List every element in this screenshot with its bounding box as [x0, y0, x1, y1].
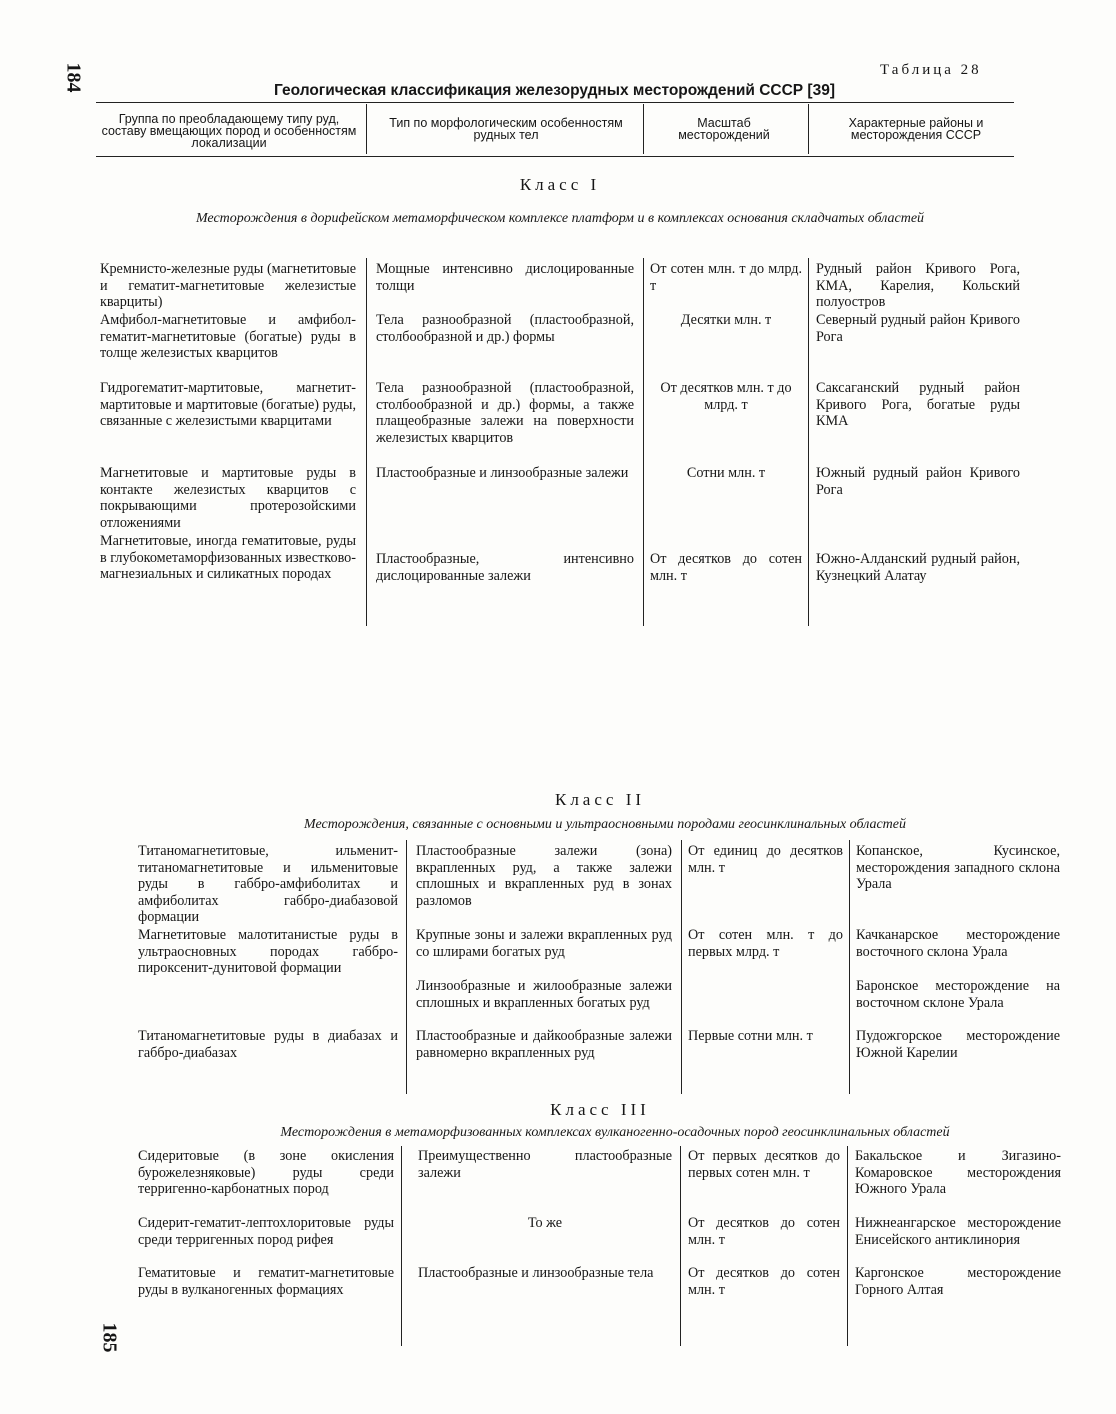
- table-cell-scale: От единиц до десятков млн. т: [688, 843, 843, 876]
- table-cell-scale: От десятков до сотен млн. т: [650, 551, 802, 584]
- column-rule: [643, 258, 644, 626]
- table-label: Таблица 28: [880, 62, 982, 78]
- table-cell-type: Тела разнообразной (пластообразной, столбообразной и др.) формы: [376, 312, 634, 345]
- table-cell-type: Линзообразные и жилообразные залежи сплошных и вкрапленных богатых руд: [416, 978, 672, 1011]
- column-rule: [366, 258, 367, 626]
- table-cell-regions: Нижнеангарское месторождение Енисейского антиклинория: [855, 1215, 1061, 1248]
- table-cell-scale: От сотен млн. т до первых млрд. т: [688, 927, 843, 960]
- table-cell-regions: Рудный район Кривого Рога, КМА, Карелия, Кольский полуостров: [816, 261, 1020, 311]
- header-divider: [643, 104, 644, 154]
- table-cell-regions: Северный рудный район Кривого Рога: [816, 312, 1020, 345]
- table-cell-type: Тела разнообразной (пластообразной, столбообразной и др.) формы, а также плащеобразные залежи на поверхности железистых кварцитов: [376, 380, 634, 446]
- table-cell-type: Пластообразные и дайкообразные залежи равномерно вкрапленных руд: [416, 1028, 672, 1061]
- table-cell-scale: Сотни млн. т: [686, 465, 766, 481]
- table-cell-regions: Каргонское месторождение Горного Алтая: [855, 1265, 1061, 1298]
- column-rule: [680, 1146, 681, 1346]
- header-scale: Масштаб месторождений: [678, 116, 770, 142]
- table-cell-group: Гидрогематит-мартитовые, магнетит-мартитовые и мартитовые (богатые) руды, связанные с железистыми кварцитами: [100, 380, 356, 430]
- table-cell-type: Пластообразные, интенсивно дислоцированные залежи: [376, 551, 634, 584]
- header-regions: Характерные районы и месторождения СССР: [848, 116, 984, 142]
- table-cell-scale: От сотен млн. т до млрд. т: [650, 261, 802, 294]
- header-divider: [366, 104, 367, 154]
- header-bottom-rule: [96, 156, 1014, 157]
- table-cell-group: Титаномагнетитовые руды в диабазах и габбро-диабазах: [138, 1028, 398, 1061]
- table-cell-group: Гематитовые и гематит-магнетитовые руды в вулканогенных формациях: [138, 1265, 394, 1298]
- class-1-subtitle: Месторождения в дорифейском метаморфическом комплексе платформ и в комплексах основания складчатых областей: [195, 211, 925, 226]
- table-cell-regions: Баронское месторождение на восточном склоне Урала: [856, 978, 1060, 1011]
- class-3-title: Класс III: [550, 1100, 650, 1119]
- column-rule: [808, 258, 809, 626]
- table-cell-scale: От десятков до сотен млн. т: [688, 1215, 840, 1248]
- table-cell-group: Кремнисто-железные руды (магнетитовые и гематит-магнетитовые железистые кварциты): [100, 261, 356, 311]
- table-cell-type: Мощные интенсивно дислоцированные толщи: [376, 261, 634, 294]
- column-rule: [847, 1146, 848, 1346]
- table-cell-group: Магнетитовые и мартитовые руды в контакте железистых кварцитов с покрывающими протерозойскими отложениями: [100, 465, 356, 531]
- header-top-rule: [96, 102, 1014, 103]
- table-cell-group: Сидерит-гематит-лептохлоритовые руды среди терригенных пород рифея: [138, 1215, 394, 1248]
- table-title: Геологическая классификация железорудных месторождений СССР [39]: [274, 82, 835, 99]
- table-cell-regions: Качканарское месторождение восточного склона Урала: [856, 927, 1060, 960]
- table-cell-regions: Южно-Алданский рудный район, Кузнецкий Алатау: [816, 551, 1020, 584]
- table-cell-regions: Копанское, Кусинское, месторождения западного склона Урала: [856, 843, 1060, 893]
- table-cell-scale: От десятков млн. т до млрд. т: [660, 380, 792, 413]
- table-cell-scale: От десятков до сотен млн. т: [688, 1265, 840, 1298]
- column-rule: [849, 840, 850, 1094]
- table-cell-group: Амфибол-магнетитовые и амфибол-гематит-магнетитовые (богатые) руды в толще железистых кварцитов: [100, 312, 356, 362]
- table-cell-group: Магнетитовые малотитанистые руды в ультраосновных породах габбро-пироксенит-дунитовой формации: [138, 927, 398, 977]
- header-type: Тип по морфологическим особенностям рудных тел: [389, 116, 623, 142]
- table-cell-type: Пластообразные и линзообразные залежи: [376, 465, 629, 481]
- table-cell-regions: Бакальское и Зигазино-Комаровское месторождения Южного Урала: [855, 1148, 1061, 1198]
- table-cell-type: Крупные зоны и залежи вкрапленных руд со шлирами богатых руд: [416, 927, 672, 960]
- class-1-title: Класс I: [519, 175, 601, 194]
- table-cell-regions: Южный рудный район Кривого Рога: [816, 465, 1020, 498]
- table-cell-group: Магнетитовые, иногда гематитовые, руды в глубокометаморфизованных известково-магнезиальных и силикатных породах: [100, 533, 356, 583]
- table-cell-type: То же: [527, 1215, 563, 1231]
- table-cell-type: Преимущественно пластообразные залежи: [418, 1148, 672, 1181]
- column-rule: [681, 840, 682, 1094]
- column-rule: [406, 840, 407, 1094]
- header-divider: [808, 104, 809, 154]
- class-2-subtitle: Месторождения, связанные с основными и ультраосновными породами геосинклинальных областей: [303, 817, 907, 832]
- table-cell-group: Титаномагнетитовые, ильменит-титаномагнетитовые и ильменитовые руды в габбро-амфиболитах и амфиболитах габбро-диабазовой формации: [138, 843, 398, 926]
- table-cell-regions: Саксаганский рудный район Кривого Рога, богатые руды КМА: [816, 380, 1020, 430]
- column-rule: [401, 1146, 402, 1346]
- class-3-subtitle: Месторождения в метаморфизованных комплексах вулканогенно-осадочных пород геосинклинальных областей: [280, 1125, 950, 1140]
- table-cell-group: Сидеритовые (в зоне окисления бурожелезняковые) руды среди терригенно-карбонатных пород: [138, 1148, 394, 1198]
- table-cell-type: Пластообразные и линзообразные тела: [418, 1265, 654, 1281]
- header-group: Группа по преобладающему типу руд, составу вмещающих пород и особенностям локализации: [101, 112, 357, 150]
- table-cell-scale: От первых десятков до первых сотен млн. т: [688, 1148, 840, 1181]
- table-cell-regions: Пудожгорское месторождение Южной Карелии: [856, 1028, 1060, 1061]
- table-cell-scale: Первые сотни млн. т: [688, 1028, 813, 1044]
- page-number-left: 184: [62, 62, 85, 93]
- table-cell-scale: Десятки млн. т: [680, 312, 772, 328]
- page-number-right: 185: [98, 1322, 121, 1353]
- class-2-title: Класс II: [554, 790, 646, 809]
- table-cell-type: Пластообразные залежи (зона) вкрапленных руд, а также залежи сплошных и вкрапленных руд в зонах разломов: [416, 843, 672, 909]
